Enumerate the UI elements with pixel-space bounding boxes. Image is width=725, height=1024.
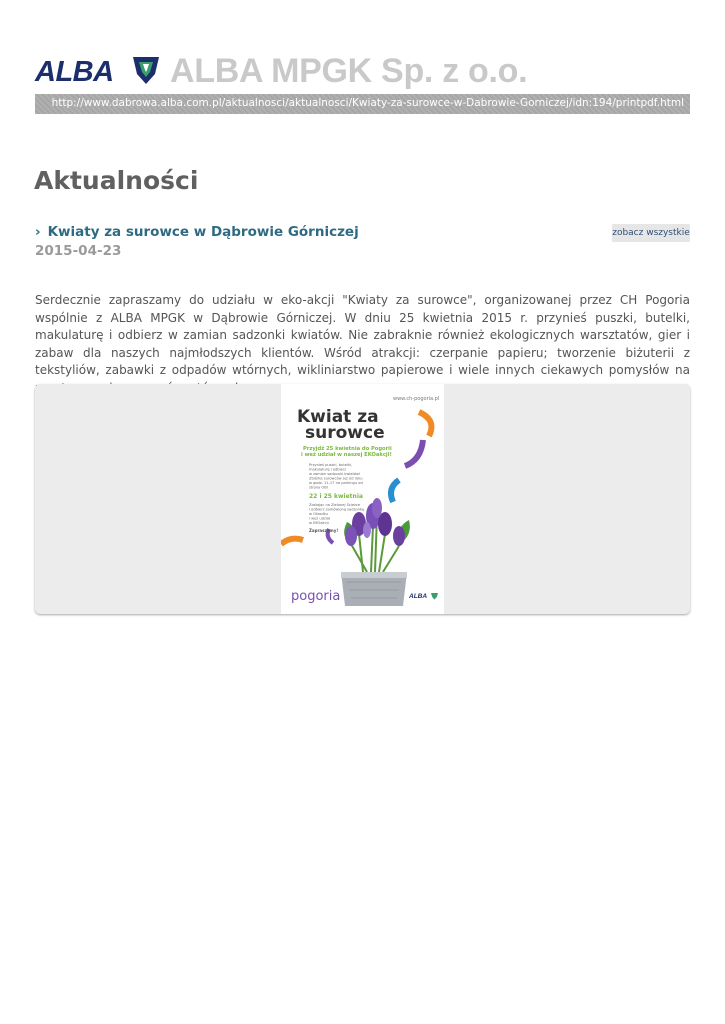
event-poster[interactable] <box>281 384 444 614</box>
pogoria-logo: pogoria <box>291 589 341 604</box>
article-body: Serdecznie zapraszamy do udziału w eko-akcji "Kwiaty za surowce", organizowanej przez CH Pogoria wspólnie z ALBA MPGK w Dąbrowie Górniczej. W dniu 25 kwietnia 2015 r. przynieś puszki, butelki, makulaturę i odbierz w zamian sadzonki kwiatów. Nie zabraknie również ekologicznych warsztatów, gier i zabaw dla naszych najmłodszych klientów. Wśród atrakcji: czerpanie papieru; tworzenie biżuterii z tekstyliów, zabawki z odpadów wtórnych, wikliniarstwo papierowe i wiele innych ciekawych pomysłów na <box>35 293 690 377</box>
poster-invite: Zapraszamy! <box>309 528 339 533</box>
svg-text:Zbiórka surowców już od roku: Zbiórka surowców już od roku <box>309 476 363 481</box>
svg-text:makulaturę i odbierz: makulaturę i odbierz <box>309 467 347 472</box>
chevron-right-icon: › <box>35 224 41 240</box>
site-header <box>35 54 690 88</box>
svg-text:w Ośrodku: w Ośrodku <box>309 512 328 516</box>
see-all-button[interactable]: zobacz wszystkie <box>612 224 690 242</box>
poster-website: www.ch-pogoria.pl <box>393 396 440 402</box>
svg-text:strony OBI: strony OBI <box>309 485 328 490</box>
poster-dates: 22 i 25 kwietnia <box>309 493 363 500</box>
svg-text:i weź udział: i weź udział <box>309 516 330 521</box>
company-name: ALBA MPGK Sp. z o.o. <box>170 52 528 90</box>
article-title: Kwiaty za surowce w Dąbrowie Górniczej <box>47 224 359 240</box>
svg-text:w godz. 11-17 na parkingu od: w godz. 11-17 na parkingu od <box>309 481 363 485</box>
article-date: 2015-04-23 <box>35 243 122 259</box>
page-url: http://www.dabrowa.alba.com.pl/aktualnosci/aktualnosci/Kwiaty-za-surowce-w-Dabrowie-Gorniczej/idn:194/printpdf.html <box>51 97 684 109</box>
svg-text:Zostając na Zielonej Ścieżce: Zostając na Zielonej Ścieżce <box>309 503 361 507</box>
poster-headline-2: surowce <box>305 423 385 443</box>
page-title: Aktualności <box>34 166 199 195</box>
svg-text:Przynieś puszki, butelki,: Przynieś puszki, butelki, <box>309 463 353 467</box>
poster-headline-1: Kwiat za <box>297 407 379 427</box>
alba-logo-icon <box>131 54 161 86</box>
url-bar <box>35 94 690 114</box>
svg-text:w zamian sadzonki kwiatów!: w zamian sadzonki kwiatów! <box>309 472 361 476</box>
poster-alba-logo: ALBA <box>409 593 428 600</box>
svg-text:i odbierz zamówioną sadzonkę: i odbierz zamówioną sadzonkę <box>309 507 365 512</box>
poster-tagline-1: Przyjdź 25 kwietnia do Pogorii <box>303 446 392 452</box>
article-title-link[interactable] <box>35 224 359 240</box>
alba-logo-text: ALBA <box>35 56 114 88</box>
poster-graphic <box>281 384 444 614</box>
svg-text:w EKOakcji: w EKOakcji <box>309 521 329 525</box>
poster-tagline-2: i weź udział w naszej EKOakcji! <box>301 452 392 458</box>
